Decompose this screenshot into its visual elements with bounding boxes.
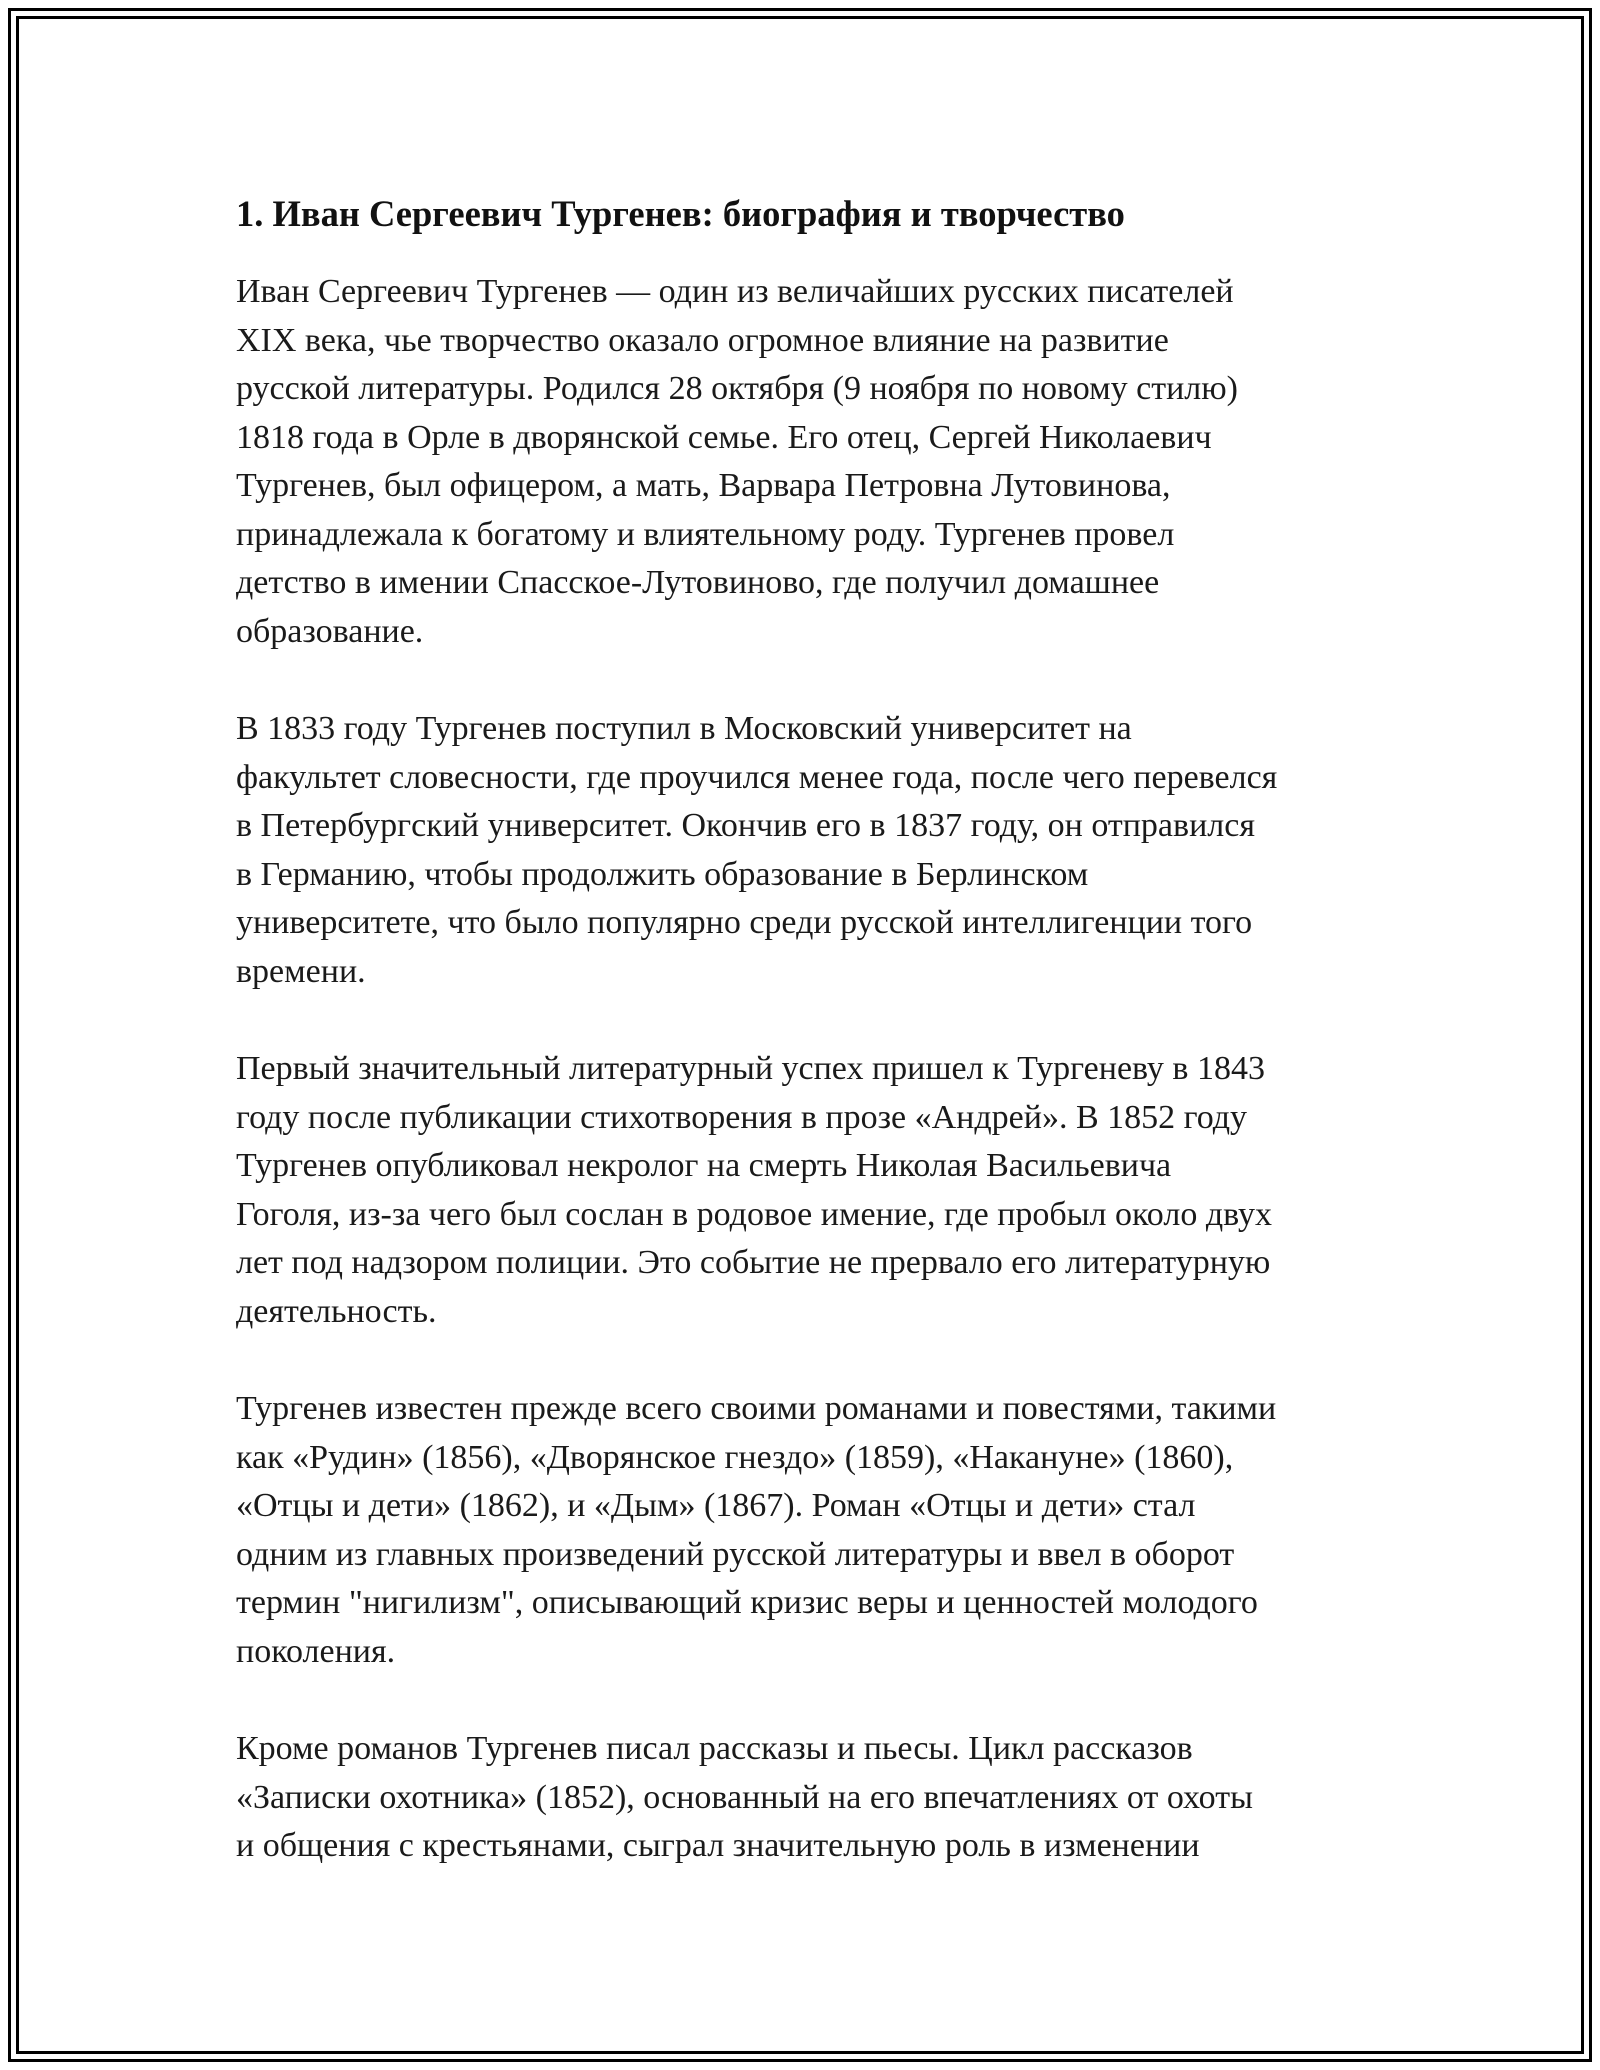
document-body [236,186,1376,1920]
text-line: детство в имении Спасское-Лутовиново, где получил домашнее [236,564,1160,601]
text-line: одним из главных произведений русской литературы и ввел в оборот [236,1535,1235,1573]
text-line: термин "нигилизм", описывающий кризис веры и ценностей молодого [236,1584,1258,1621]
text-line: Тургенев, был офицером, а мать, Варвара Петровна Лутовинова, [236,467,1171,504]
text-line: Гоголя, из-за чего был сослан в родовое имение, где пробыл около двух [236,1195,1273,1233]
text-line: Иван Сергеевич Тургенев — один из величайших русских писателей [236,273,1234,310]
text-line: Первый значительный литературный успех пришел к Тургеневу в 1843 [236,1050,1265,1087]
text-line: «Записки охотника» (1852), основанный на его впечатлениях от охоты [236,1778,1253,1816]
paragraph-biography-early-life [236,268,1376,656]
text-line: времени. [236,952,366,990]
paragraph-novels [236,1385,1376,1676]
text-line: поколения. [236,1632,396,1670]
text-line: и общения с крестьянами, сыграл значительную роль в изменении [236,1827,1200,1864]
text-line: XIX века, чье творчество оказало огромное влияние на развитие [236,321,1169,359]
text-line: 1818 года в Орле в дворянской семье. Его отец, Сергей Николаевич [236,418,1212,456]
text-line: в Петербургский университет. Окончив его в 1837 году, он отправился [236,807,1255,844]
text-line: университете, что было популярно среди русской интеллигенции того [236,904,1253,941]
text-line: В 1833 году Тургенев поступил в Московский университет на [236,710,1132,747]
text-line: деятельность. [236,1292,437,1330]
text-line: образование. [236,612,424,650]
text-line: факультет словесности, где проучился менее года, после чего перевелся [236,758,1278,796]
text-line: «Отцы и дети» (1862), и «Дым» (1867). Роман «Отцы и дети» стал [236,1487,1196,1524]
paragraph-literary-success [236,1045,1376,1336]
text-line: принадлежала к богатому и влиятельному роду. Тургенев провел [236,515,1175,553]
text-line: русской литературы. Родился 28 октября (9 ноября по новому стилю) [236,370,1238,407]
text-line: лет под надзором полиции. Это событие не прервало его литературную [236,1244,1271,1281]
text-line: в Германию, чтобы продолжить образование в Берлинском [236,855,1089,893]
text-line: году после публикации стихотворения в прозе «Андрей». В 1852 году [236,1098,1248,1136]
text-line: Тургенев опубликовал некролог на смерть Николая Васильевича [236,1147,1172,1184]
text-line: Тургенев известен прежде всего своими романами и повестями, такими [236,1390,1277,1427]
paragraph-education [236,705,1376,996]
paragraph-stories-and-plays [236,1725,1376,1871]
text-line: как «Рудин» (1856), «Дворянское гнездо» (1859), «Накануне» (1860), [236,1438,1234,1476]
text-line: Кроме романов Тургенев писал рассказы и пьесы. Цикл рассказов [236,1730,1193,1767]
section-heading: 1. Иван Сергеевич Тургенев: биография и творчество [236,193,1125,234]
